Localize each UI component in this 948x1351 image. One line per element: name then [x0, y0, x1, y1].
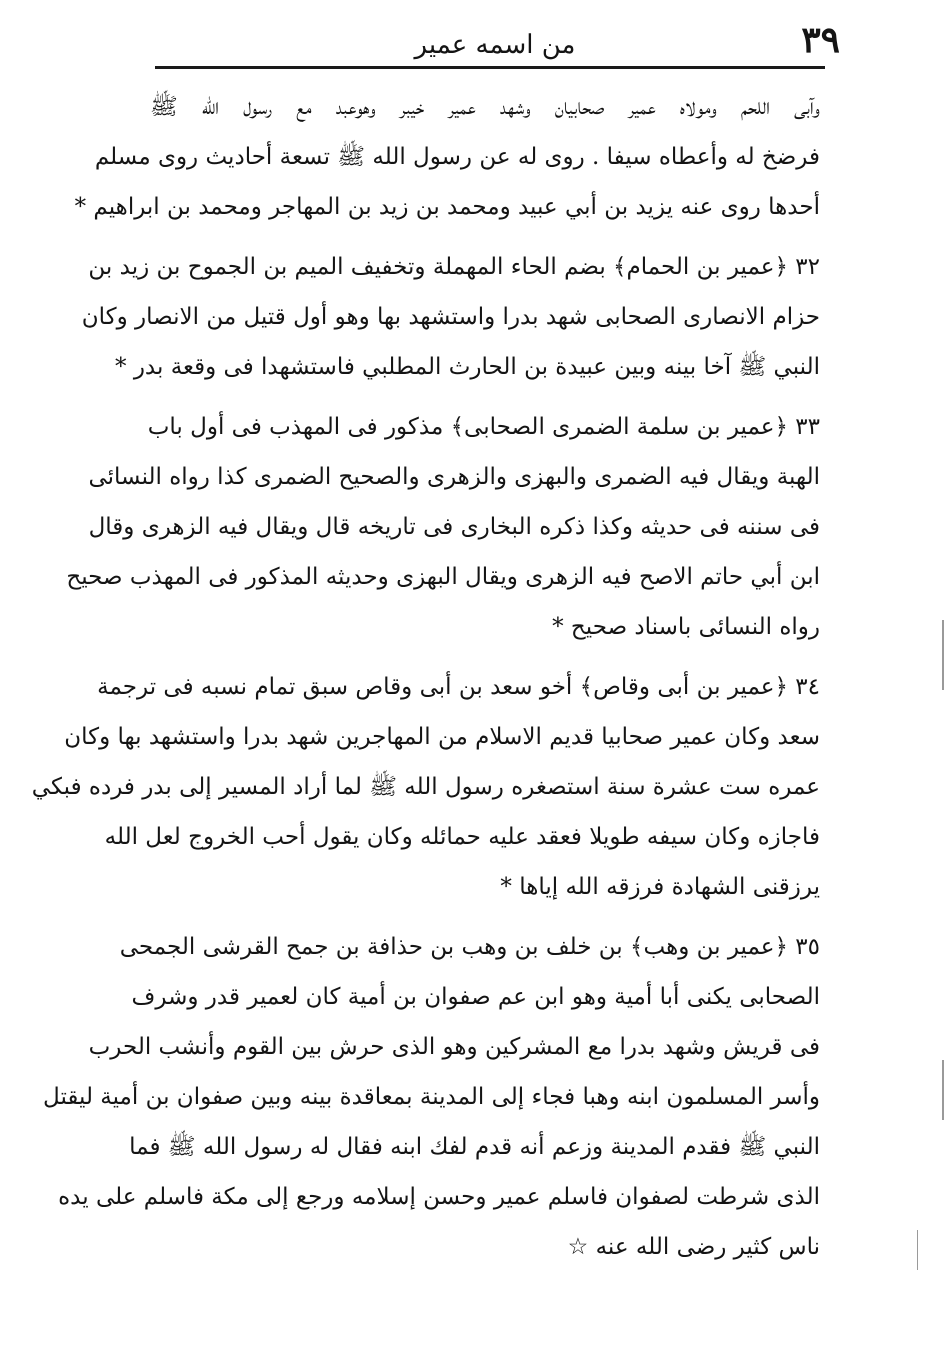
text-line: وأسر المسلمون ابنه وهبا فجاء إلى المدينة بمعاقدة بينه وبين صفوان بن أمية ليقتل	[43, 1084, 820, 1110]
text-line: عمره ست عشرة سنة استصغره رسول الله ﷺ لما أراد المسير إلى بدر فرده فبكي	[31, 774, 820, 800]
header-rule	[155, 66, 825, 69]
text-line: فى قريش وشهد بدرا مع المشركين وهو الذى حرش بين القوم وأنشب الحرب	[88, 1034, 820, 1060]
text-line: الذى شرطت لصفوان فاسلم عمير وحسن إسلامه ورجع إلى مكة فاسلم على يده	[58, 1184, 820, 1210]
body-text	[31, 82, 820, 1272]
page-number: ٣٩	[801, 19, 840, 61]
text-line: فرضخ له وأعطاه سيفا . روى له عن رسول الله ﷺ تسعة أحاديث روى مسلم	[94, 144, 820, 170]
running-title: من اسمه عمير	[414, 30, 576, 60]
paragraph-gap	[150, 912, 820, 922]
scan-edge-mark	[942, 1060, 944, 1120]
text-line: أحدها روى عنه يزيد بن أبي عبيد ومحمد بن زيد بن المهاجر ومحمد بن ابراهيم *	[74, 194, 820, 220]
text-line: النبي ﷺ آخا بينه وبين عبيدة بن الحارث المطلبي فاستشهدا فى وقعة بدر *	[115, 354, 820, 380]
text-line: فى سننه فى حديثه وكذا ذكره البخارى فى تاريخه قال ويقال فيه الزهرى وقال	[88, 514, 820, 540]
page-header	[150, 18, 840, 62]
text-line: حزام الانصارى الصحابى شهد بدرا واستشهد بها وهو أول قتيل من الانصار وكان	[81, 304, 820, 330]
scan-edge-mark	[942, 620, 944, 690]
paragraph-gap	[150, 232, 820, 242]
text-line: فاجازه وكان سيفه طويلا فعقد عليه حمائله وكان يقول أحب الخروج لعل الله	[104, 824, 820, 850]
text-line: الهبة ويقال فيه الضمرى والبهزى والزهرى والصحيح الضمرى كذا رواه النسائى	[88, 464, 820, 490]
paragraph-gap	[150, 652, 820, 662]
text-line: ٣٣ ﴿عمير بن سلمة الضمرى الصحابى﴾ مذكور فى المهذب فى أول باب	[147, 414, 820, 440]
paragraph-gap	[150, 392, 820, 402]
text-line: ابن أبي حاتم الاصح فيه الزهرى ويقال البهزى وحديثه المذكور فى المهذب صحيح	[66, 564, 820, 590]
text-line: الصحابى يكنى أبا أمية وهو ابن عم صفوان بن أمية كان لعمير قدر وشرف	[131, 984, 820, 1010]
text-line: ٣٥ ﴿عمير بن وهب﴾ بن خلف بن وهب بن حذافة بن جمح القرشى الجمحى	[119, 934, 820, 960]
text-line: رواه النسائى باسناد صحيح *	[552, 614, 820, 640]
text-line: النبي ﷺ فقدم المدينة وزعم أنه قدم لفك ابنه فقال له رسول الله ﷺ فما	[129, 1134, 820, 1160]
text-line: يرزقنى الشهادة فرزقه الله إياها *	[500, 874, 820, 900]
text-line: ناس كثير رضى الله عنه ☆	[567, 1234, 820, 1260]
text-line: ٣٢ ﴿عمير بن الحمام﴾ بضم الحاء المهملة وتخفيف الميم بن الجموح بن زيد بن	[88, 254, 820, 280]
scan-edge-mark	[917, 1230, 918, 1270]
text-line: وآبى اللحم ومولاه عمير صحابيان وشهد عمير خيبر وهوعبد مع رسول الله ﷺ	[150, 94, 820, 120]
text-line: ٣٤ ﴿عمير بن أبى وقاص﴾ أخو سعد بن أبى وقاص سبق تمام نسبه فى ترجمة	[97, 674, 820, 700]
text-line: سعد وكان عمير صحابيا قديم الاسلام من المهاجرين شهد بدرا واستشهد بها وكان	[64, 724, 820, 750]
